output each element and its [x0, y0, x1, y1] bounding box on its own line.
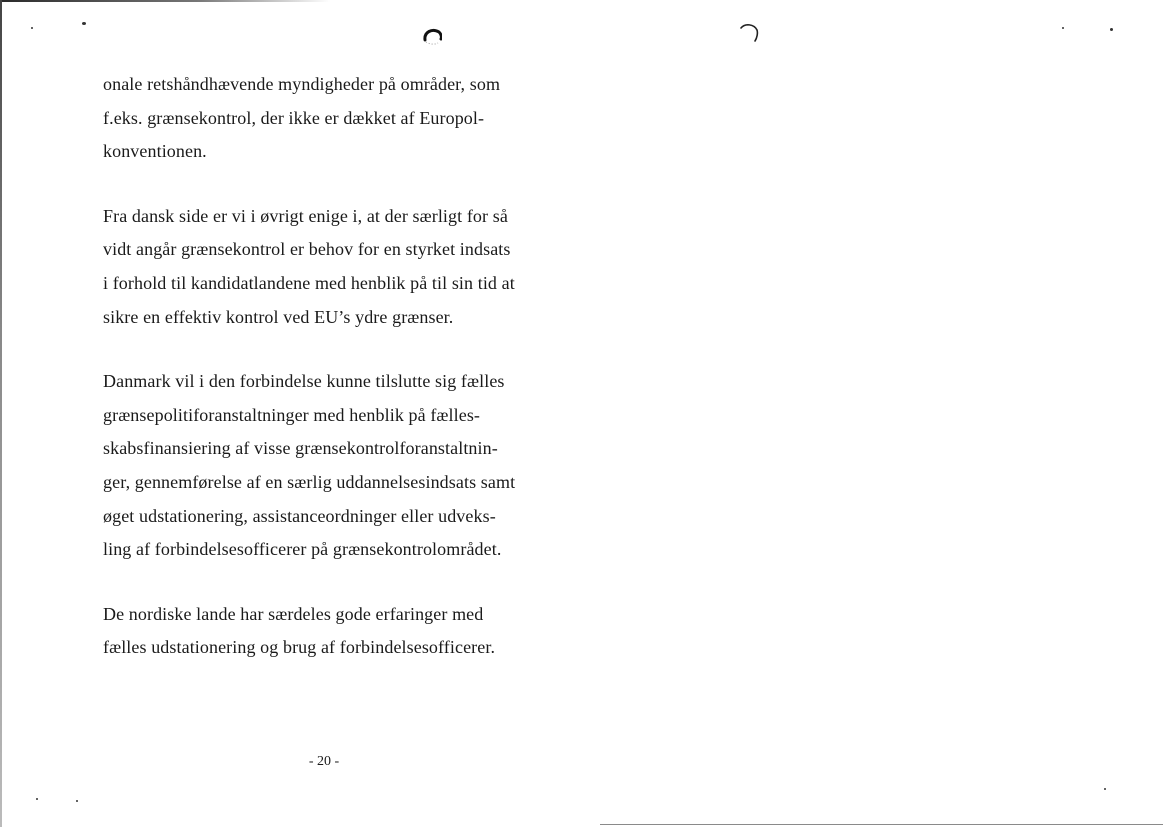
text-line: ger, gennemførelse af en særlig uddannelsesindsats samt — [103, 471, 516, 492]
text-line: sikre en effektiv kontrol ved EU’s ydre grænser. — [103, 306, 454, 327]
paragraph — [103, 365, 563, 567]
page-number: - 20 - — [308, 754, 340, 769]
scan-speck — [1062, 27, 1064, 29]
scan-top-edge — [0, 0, 330, 2]
text-line: ling af forbindelsesofficerer på grænsekontrolområdet. — [103, 539, 502, 560]
text-line: onale retshåndhævende myndigheder på områder, som — [103, 74, 501, 94]
paragraph — [103, 68, 563, 169]
scan-speck — [36, 798, 38, 800]
text-line: f.eks. grænsekontrol, der ikke er dækket af Europol- — [103, 107, 485, 128]
paragraph — [103, 598, 563, 665]
text-line: grænsepolitiforanstaltninger med henblik på fælles- — [103, 404, 481, 425]
punch-hole-left — [422, 26, 442, 46]
scan-speck — [31, 27, 33, 29]
punch-hole-right — [739, 22, 759, 42]
scan-bottom-edge — [600, 824, 1163, 825]
text-line: øget udstationering, assistanceordninger eller udveks- — [103, 505, 496, 526]
text-line: De nordiske lande har særdeles gode erfaringer med — [103, 603, 484, 624]
scan-speck — [1104, 788, 1106, 790]
text-line: Danmark vil i den forbindelse kunne tilslutte sig fælles — [103, 371, 505, 392]
text-line: konventionen. — [103, 141, 207, 162]
text-line: i forhold til kandidatlandene med henblik på til sin tid at — [103, 272, 515, 293]
text-line: Fra dansk side er vi i øvrigt enige i, at der særligt for så — [103, 205, 508, 226]
scan-speck — [1110, 28, 1113, 31]
scan-left-edge — [0, 0, 2, 827]
text-line: fælles udstationering og brug af forbindelsesofficerer. — [103, 637, 496, 658]
scan-speck — [76, 800, 78, 802]
text-line: skabsfinansiering af visse grænsekontrolforanstaltnin- — [103, 438, 498, 459]
scan-speck — [82, 22, 86, 25]
paragraph — [103, 200, 563, 334]
body-text — [103, 68, 563, 696]
text-line: vidt angår grænsekontrol er behov for en styrket indsats — [103, 239, 511, 260]
